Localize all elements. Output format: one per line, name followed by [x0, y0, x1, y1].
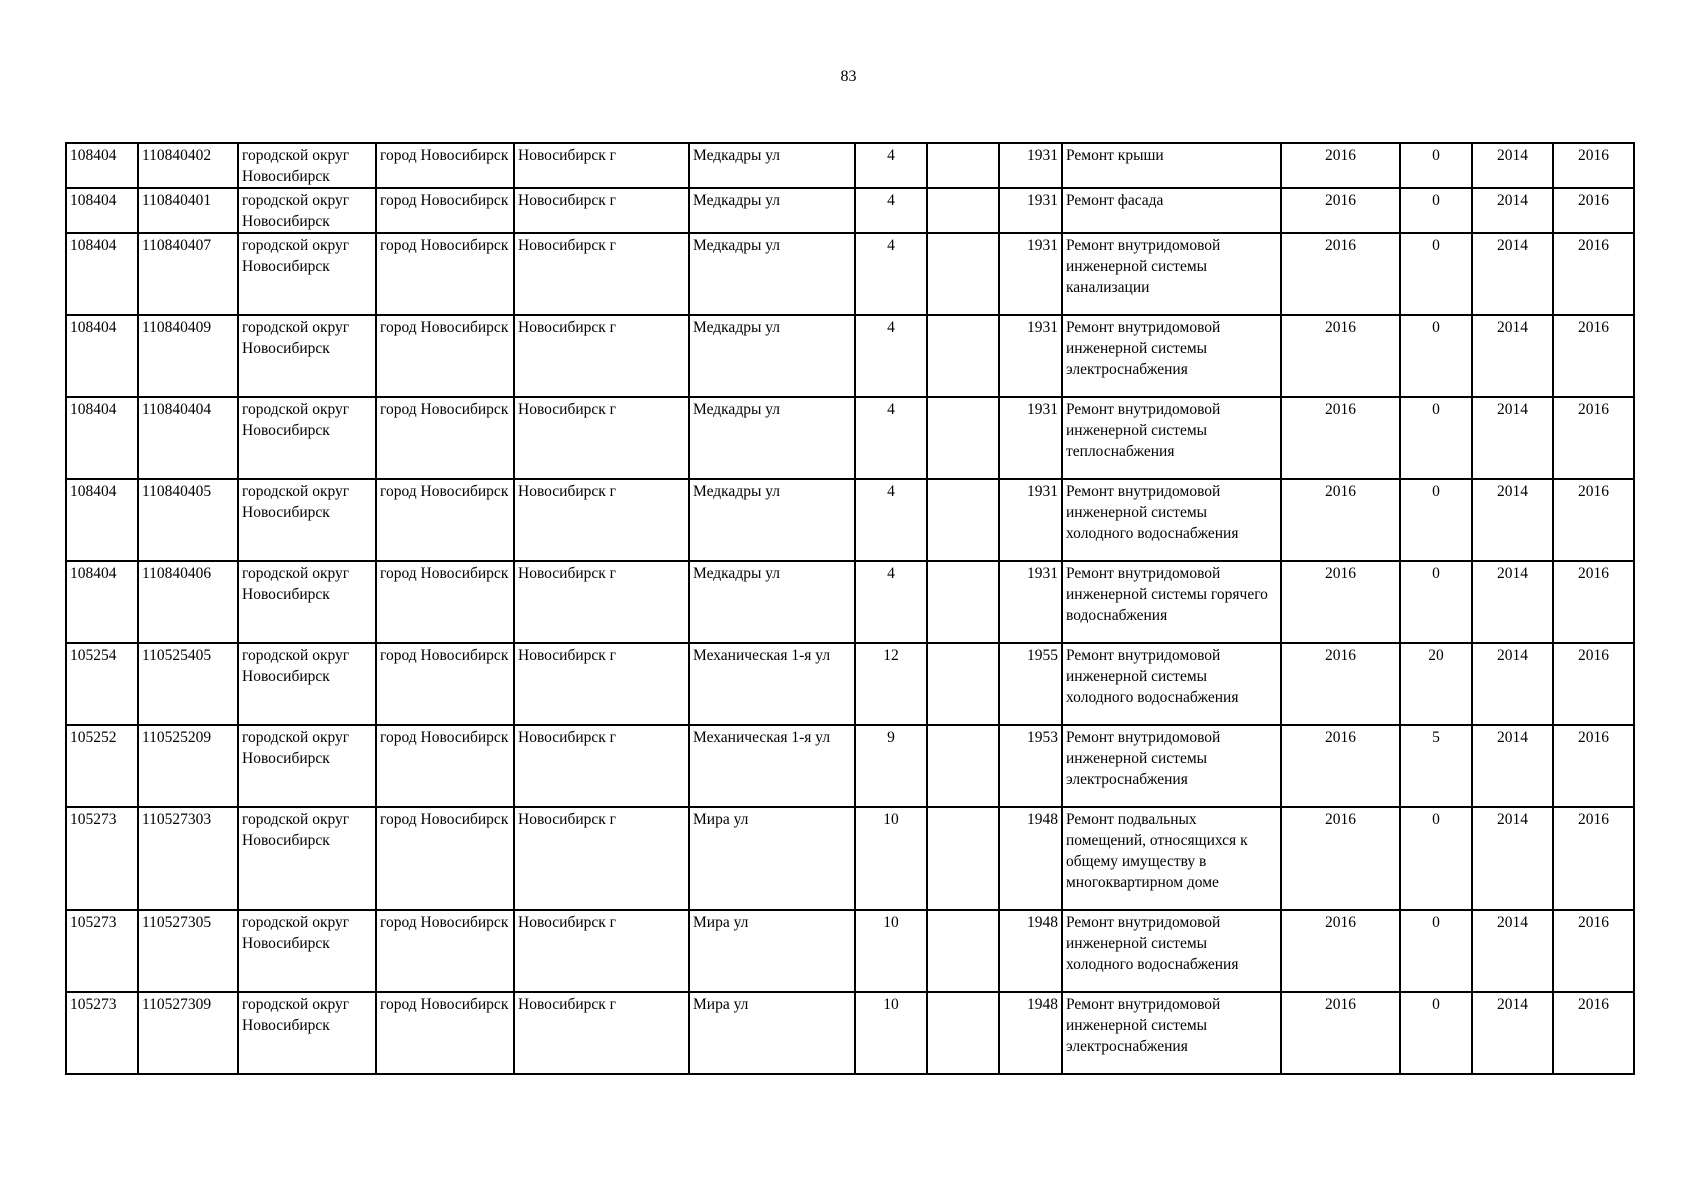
cell-city: Новосибирск г [514, 315, 689, 397]
cell-work-code: 110527309 [138, 992, 238, 1074]
cell-street: Механическая 1-я ул [689, 643, 855, 725]
cell-building [927, 643, 999, 725]
cell-to-year: 2016 [1553, 643, 1634, 725]
cell-work-type: Ремонт внутридомовой инженерной системы холодного водоснабжения [1062, 910, 1281, 992]
cell-build-year: 1953 [999, 725, 1062, 807]
cell-city: Новосибирск г [514, 397, 689, 479]
cell-object-id: 108404 [66, 315, 138, 397]
cell-to-year: 2016 [1553, 233, 1634, 315]
cell-settlement: город Новосибирск [376, 643, 514, 725]
cell-plan-year: 2016 [1281, 807, 1400, 910]
cell-build-year: 1955 [999, 643, 1062, 725]
cell-plan-year: 2016 [1281, 233, 1400, 315]
cell-build-year: 1931 [999, 143, 1062, 188]
cell-plan-year: 2016 [1281, 479, 1400, 561]
cell-work-code: 110840401 [138, 188, 238, 233]
cell-district: городской округ Новосибирск [238, 188, 376, 233]
cell-build-year: 1948 [999, 910, 1062, 992]
cell-value: 0 [1400, 233, 1472, 315]
table-row [66, 643, 1634, 725]
cell-work-code: 110840405 [138, 479, 238, 561]
cell-value: 0 [1400, 910, 1472, 992]
cell-from-year: 2014 [1472, 807, 1553, 910]
cell-value: 5 [1400, 725, 1472, 807]
repair-schedule-table [65, 142, 1635, 1075]
cell-value: 0 [1400, 397, 1472, 479]
table-row [66, 143, 1634, 188]
cell-district: городской округ Новосибирск [238, 725, 376, 807]
cell-house: 4 [855, 233, 927, 315]
cell-district: городской округ Новосибирск [238, 643, 376, 725]
cell-object-id: 105273 [66, 992, 138, 1074]
cell-house: 9 [855, 725, 927, 807]
cell-settlement: город Новосибирск [376, 397, 514, 479]
cell-city: Новосибирск г [514, 910, 689, 992]
cell-to-year: 2016 [1553, 561, 1634, 643]
cell-settlement: город Новосибирск [376, 143, 514, 188]
cell-from-year: 2014 [1472, 725, 1553, 807]
cell-work-type: Ремонт внутридомовой инженерной системы горячего водоснабжения [1062, 561, 1281, 643]
cell-build-year: 1931 [999, 479, 1062, 561]
cell-plan-year: 2016 [1281, 725, 1400, 807]
cell-house: 4 [855, 397, 927, 479]
cell-street: Медкадры ул [689, 143, 855, 188]
cell-plan-year: 2016 [1281, 315, 1400, 397]
cell-settlement: город Новосибирск [376, 479, 514, 561]
cell-city: Новосибирск г [514, 643, 689, 725]
cell-house: 4 [855, 479, 927, 561]
cell-street: Мира ул [689, 992, 855, 1074]
cell-value: 0 [1400, 188, 1472, 233]
cell-building [927, 725, 999, 807]
cell-city: Новосибирск г [514, 143, 689, 188]
cell-house: 4 [855, 143, 927, 188]
cell-settlement: город Новосибирск [376, 807, 514, 910]
cell-work-code: 110840406 [138, 561, 238, 643]
cell-from-year: 2014 [1472, 561, 1553, 643]
cell-district: городской округ Новосибирск [238, 561, 376, 643]
cell-to-year: 2016 [1553, 910, 1634, 992]
table-row [66, 807, 1634, 910]
cell-building [927, 315, 999, 397]
cell-house: 4 [855, 561, 927, 643]
cell-from-year: 2014 [1472, 188, 1553, 233]
cell-house: 10 [855, 910, 927, 992]
cell-city: Новосибирск г [514, 561, 689, 643]
cell-settlement: город Новосибирск [376, 188, 514, 233]
page-number: 83 [840, 68, 857, 85]
cell-district: городской округ Новосибирск [238, 315, 376, 397]
cell-building [927, 479, 999, 561]
cell-object-id: 108404 [66, 233, 138, 315]
cell-building [927, 397, 999, 479]
cell-district: городской округ Новосибирск [238, 807, 376, 910]
cell-from-year: 2014 [1472, 992, 1553, 1074]
cell-build-year: 1931 [999, 233, 1062, 315]
cell-work-code: 110527303 [138, 807, 238, 910]
cell-work-type: Ремонт внутридомовой инженерной системы холодного водоснабжения [1062, 643, 1281, 725]
cell-work-code: 110527305 [138, 910, 238, 992]
cell-building [927, 807, 999, 910]
cell-building [927, 143, 999, 188]
cell-house: 10 [855, 807, 927, 910]
cell-to-year: 2016 [1553, 479, 1634, 561]
cell-work-code: 110840407 [138, 233, 238, 315]
cell-city: Новосибирск г [514, 233, 689, 315]
cell-district: городской округ Новосибирск [238, 992, 376, 1074]
cell-work-type: Ремонт внутридомовой инженерной системы холодного водоснабжения [1062, 479, 1281, 561]
cell-work-code: 110840409 [138, 315, 238, 397]
table-body [66, 143, 1634, 1074]
cell-house: 10 [855, 992, 927, 1074]
cell-from-year: 2014 [1472, 479, 1553, 561]
cell-value: 0 [1400, 143, 1472, 188]
cell-settlement: город Новосибирск [376, 910, 514, 992]
cell-street: Мира ул [689, 910, 855, 992]
cell-city: Новосибирск г [514, 992, 689, 1074]
cell-district: городской округ Новосибирск [238, 397, 376, 479]
cell-object-id: 105273 [66, 910, 138, 992]
cell-settlement: город Новосибирск [376, 233, 514, 315]
cell-building [927, 992, 999, 1074]
table-row [66, 397, 1634, 479]
cell-work-type: Ремонт внутридомовой инженерной системы электроснабжения [1062, 315, 1281, 397]
cell-settlement: город Новосибирск [376, 315, 514, 397]
cell-object-id: 108404 [66, 188, 138, 233]
cell-value: 0 [1400, 807, 1472, 910]
cell-city: Новосибирск г [514, 725, 689, 807]
cell-settlement: город Новосибирск [376, 561, 514, 643]
cell-from-year: 2014 [1472, 910, 1553, 992]
cell-street: Медкадры ул [689, 188, 855, 233]
cell-from-year: 2014 [1472, 143, 1553, 188]
cell-to-year: 2016 [1553, 807, 1634, 910]
cell-work-type: Ремонт внутридомовой инженерной системы канализации [1062, 233, 1281, 315]
cell-value: 0 [1400, 479, 1472, 561]
cell-plan-year: 2016 [1281, 143, 1400, 188]
cell-build-year: 1931 [999, 188, 1062, 233]
cell-work-code: 110525209 [138, 725, 238, 807]
cell-from-year: 2014 [1472, 233, 1553, 315]
cell-value: 20 [1400, 643, 1472, 725]
cell-to-year: 2016 [1553, 397, 1634, 479]
cell-build-year: 1931 [999, 561, 1062, 643]
cell-build-year: 1931 [999, 315, 1062, 397]
cell-object-id: 105273 [66, 807, 138, 910]
cell-object-id: 108404 [66, 479, 138, 561]
cell-plan-year: 2016 [1281, 910, 1400, 992]
cell-work-type: Ремонт внутридомовой инженерной системы теплоснабжения [1062, 397, 1281, 479]
cell-building [927, 910, 999, 992]
cell-from-year: 2014 [1472, 643, 1553, 725]
cell-build-year: 1948 [999, 992, 1062, 1074]
cell-building [927, 188, 999, 233]
cell-district: городской округ Новосибирск [238, 479, 376, 561]
table-row [66, 188, 1634, 233]
cell-plan-year: 2016 [1281, 397, 1400, 479]
cell-to-year: 2016 [1553, 143, 1634, 188]
cell-street: Медкадры ул [689, 233, 855, 315]
cell-house: 4 [855, 315, 927, 397]
cell-building [927, 233, 999, 315]
cell-object-id: 105254 [66, 643, 138, 725]
cell-street: Медкадры ул [689, 561, 855, 643]
cell-street: Медкадры ул [689, 479, 855, 561]
cell-settlement: город Новосибирск [376, 725, 514, 807]
table-row [66, 561, 1634, 643]
cell-city: Новосибирск г [514, 807, 689, 910]
cell-street: Медкадры ул [689, 315, 855, 397]
cell-city: Новосибирск г [514, 188, 689, 233]
table-row [66, 725, 1634, 807]
table-row [66, 992, 1634, 1074]
cell-build-year: 1931 [999, 397, 1062, 479]
cell-work-type: Ремонт фасада [1062, 188, 1281, 233]
cell-to-year: 2016 [1553, 992, 1634, 1074]
cell-plan-year: 2016 [1281, 992, 1400, 1074]
cell-work-code: 110840404 [138, 397, 238, 479]
cell-object-id: 105252 [66, 725, 138, 807]
table-row [66, 315, 1634, 397]
cell-plan-year: 2016 [1281, 188, 1400, 233]
cell-house: 4 [855, 188, 927, 233]
cell-city: Новосибирск г [514, 479, 689, 561]
cell-street: Мира ул [689, 807, 855, 910]
cell-work-type: Ремонт внутридомовой инженерной системы электроснабжения [1062, 725, 1281, 807]
cell-building [927, 561, 999, 643]
cell-build-year: 1948 [999, 807, 1062, 910]
table-row [66, 233, 1634, 315]
cell-house: 12 [855, 643, 927, 725]
cell-from-year: 2014 [1472, 315, 1553, 397]
cell-from-year: 2014 [1472, 397, 1553, 479]
cell-value: 0 [1400, 992, 1472, 1074]
cell-to-year: 2016 [1553, 315, 1634, 397]
cell-district: городской округ Новосибирск [238, 910, 376, 992]
cell-settlement: город Новосибирск [376, 992, 514, 1074]
cell-district: городской округ Новосибирск [238, 233, 376, 315]
cell-district: городской округ Новосибирск [238, 143, 376, 188]
cell-work-type: Ремонт крыши [1062, 143, 1281, 188]
cell-plan-year: 2016 [1281, 643, 1400, 725]
cell-plan-year: 2016 [1281, 561, 1400, 643]
cell-work-type: Ремонт подвальных помещений, относящихся к общему имуществу в многоквартирном доме [1062, 807, 1281, 910]
cell-work-type: Ремонт внутридомовой инженерной системы электроснабжения [1062, 992, 1281, 1074]
cell-work-code: 110525405 [138, 643, 238, 725]
cell-work-code: 110840402 [138, 143, 238, 188]
cell-to-year: 2016 [1553, 725, 1634, 807]
cell-to-year: 2016 [1553, 188, 1634, 233]
cell-object-id: 108404 [66, 397, 138, 479]
table-row [66, 910, 1634, 992]
table-row [66, 479, 1634, 561]
cell-street: Медкадры ул [689, 397, 855, 479]
cell-value: 0 [1400, 315, 1472, 397]
cell-object-id: 108404 [66, 143, 138, 188]
cell-value: 0 [1400, 561, 1472, 643]
cell-object-id: 108404 [66, 561, 138, 643]
cell-street: Механическая 1-я ул [689, 725, 855, 807]
